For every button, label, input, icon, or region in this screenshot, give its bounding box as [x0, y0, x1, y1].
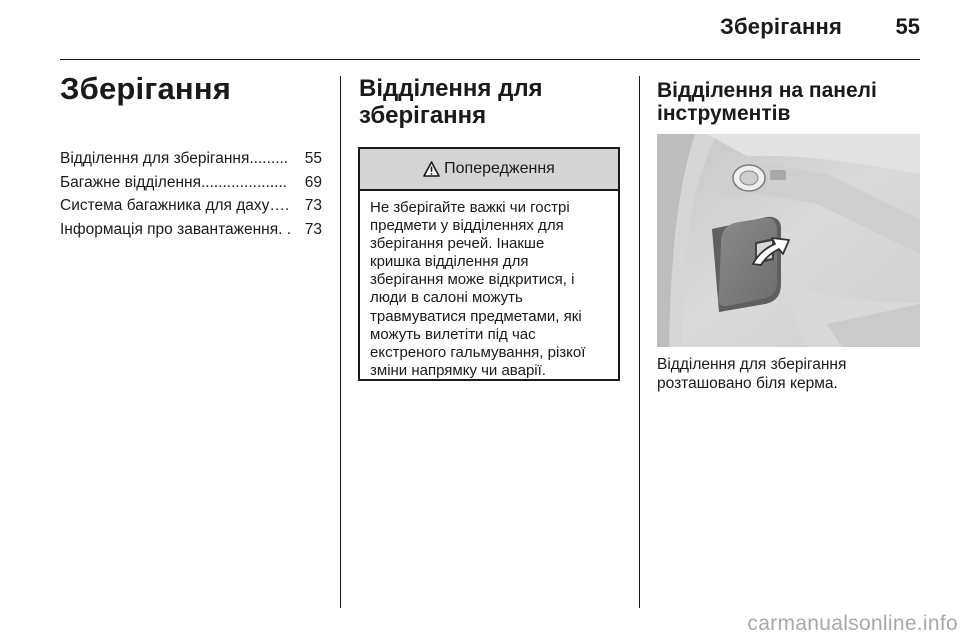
section-title-instrument-panel	[657, 79, 877, 125]
illustration-caption	[657, 356, 920, 393]
toc-leader: ....................	[200, 173, 288, 191]
section-title-storage-compartments	[359, 75, 543, 129]
warning-box	[358, 147, 620, 381]
chapter-title: Зберігання	[60, 71, 232, 106]
toc-entry[interactable]	[60, 221, 322, 245]
warning-text	[360, 191, 618, 380]
warning-line: зберігання речей. Інакше	[370, 235, 545, 253]
page-number: 55	[895, 14, 920, 39]
watermark: carmanualsonline.info	[747, 612, 958, 635]
toc-entry[interactable]	[60, 174, 322, 198]
caption-line: розташовано біля керма.	[657, 374, 838, 392]
section-title-line: Відділення на панелі	[657, 79, 877, 102]
warning-line: кришка відділення для	[370, 253, 529, 271]
glovebox-illustration	[657, 134, 920, 347]
warning-line: предмети у відділеннях для	[370, 217, 564, 235]
warning-line: екстреного гальмування, різкої	[370, 343, 586, 361]
table-of-contents	[60, 150, 322, 244]
caption-line: Відділення для зберігання	[657, 356, 847, 373]
warning-triangle-icon	[423, 161, 440, 177]
toc-leader: . .	[278, 220, 292, 238]
warning-line: зберігання може відкритися, і	[370, 271, 575, 289]
toc-entry-page: 73	[304, 197, 322, 214]
section-title-line: зберігання	[359, 102, 487, 129]
toc-entry-label: Багажне відділення	[60, 173, 201, 191]
toc-entry-page: 73	[304, 220, 322, 238]
toc-entry-page: 55	[304, 150, 322, 167]
warning-line: можуть вилетіти під час	[370, 325, 536, 343]
warning-header	[360, 149, 618, 191]
warning-line: травмуватися предметами, які	[370, 307, 582, 325]
warning-line: Не зберігайте важкі чи гострі	[370, 199, 570, 216]
warning-heading: Попередження	[444, 160, 555, 177]
toc-entry[interactable]	[60, 197, 322, 221]
running-header-title: Зберігання	[720, 14, 842, 39]
toc-leader: ….	[269, 197, 290, 214]
section-title-line: Відділення для	[359, 75, 543, 102]
column-divider-2	[639, 76, 640, 608]
header-divider	[60, 59, 920, 60]
warning-line: люди в салоні можуть	[370, 289, 523, 307]
toc-leader: .........	[249, 150, 289, 167]
toc-entry-label: Інформація про завантаження	[60, 220, 279, 238]
toc-entry-page: 69	[304, 173, 322, 191]
warning-line: зміни напрямку чи аварії.	[370, 361, 546, 379]
toc-entry-label: Система багажника для даху	[60, 197, 270, 214]
section-title-line: інструментів	[657, 102, 791, 125]
column-divider-1	[340, 76, 341, 608]
toc-entry-label: Відділення для зберігання	[60, 150, 250, 167]
toc-entry[interactable]	[60, 150, 322, 174]
